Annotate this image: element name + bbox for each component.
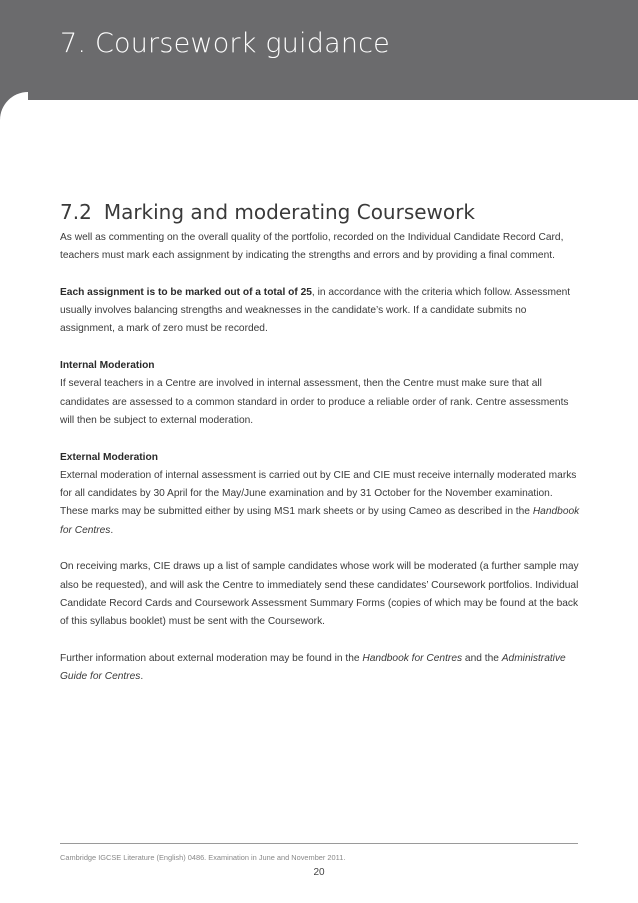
external-moderation-heading: External Moderation (60, 451, 158, 463)
further-info-and: and the (462, 652, 502, 664)
internal-moderation-text: If several teachers in a Centre are involved in internal assessment, then the Centre must make sure that all candidates are assessed to a common standard in order to produce a reliable order of rank. Centre assessments will then be subject to external moderation. (60, 378, 569, 426)
paragraph-receiving-marks: On receiving marks, CIE draws up a list of sample candidates whose work will be moderated (a further sample may also be requested), and will ask the Centre to immediately send these candidates’ Coursework portfolios. Individual Candidate Record Cards and Coursework Assessment Summary Forms (copies of which may be found at the back of this syllabus booklet) must be sent with the Coursework. (60, 561, 579, 628)
paragraph-marking (60, 284, 582, 339)
further-info-end: . (140, 671, 144, 683)
section-heading (60, 200, 475, 224)
body-text (60, 229, 582, 705)
paragraph-further-info (60, 650, 582, 687)
section-number: 7.2 (60, 200, 92, 224)
page-number: 20 (313, 867, 325, 878)
paragraph-intro: As well as commenting on the overall quality of the portfolio, recorded on the Individual Candidate Record Card, teachers must mark each assignment by indicating the strengths and errors and by providing a final comment. (60, 232, 564, 262)
footer-divider (60, 843, 578, 844)
marking-text: , in accordance with the criteria which follow. Assessment usually involves balancing strengths and weaknesses in the candidate’s work. If a candidate submits no assignment, a mark of zero must be recorded. (60, 286, 571, 335)
further-info-text: Further information about external moderation may be found in the (60, 652, 363, 664)
page-title: 7. Coursework guidance (60, 28, 390, 59)
marking-bold-text: Each assignment is to be marked out of a total of 25 (60, 286, 312, 298)
admin-guide-reference: Administrative Guide for Centres (60, 652, 566, 683)
paragraph-external-moderation (60, 449, 582, 540)
handbook-reference-2: Handbook for Centres (362, 652, 463, 664)
internal-moderation-heading: Internal Moderation (60, 360, 155, 372)
header-corner-curve (0, 92, 28, 120)
external-moderation-text: External moderation of internal assessment is carried out by CIE and CIE must receive internally moderated marks for all candidates by 30 April for the May/June examination and by 31 October for the November examination. These marks may be submitted either by using MS1 mark sheets or by using Cameo as described in the (60, 469, 577, 518)
handbook-reference: Handbook for Centres (60, 506, 580, 536)
paragraph-internal-moderation (60, 357, 582, 430)
footer-text: Cambridge IGCSE Literature (English) 0486. Examination in June and November 2011. (60, 853, 346, 862)
section-title-text: Marking and moderating Coursework (103, 200, 475, 224)
header-band (0, 0, 638, 100)
external-moderation-end: . (110, 524, 114, 536)
